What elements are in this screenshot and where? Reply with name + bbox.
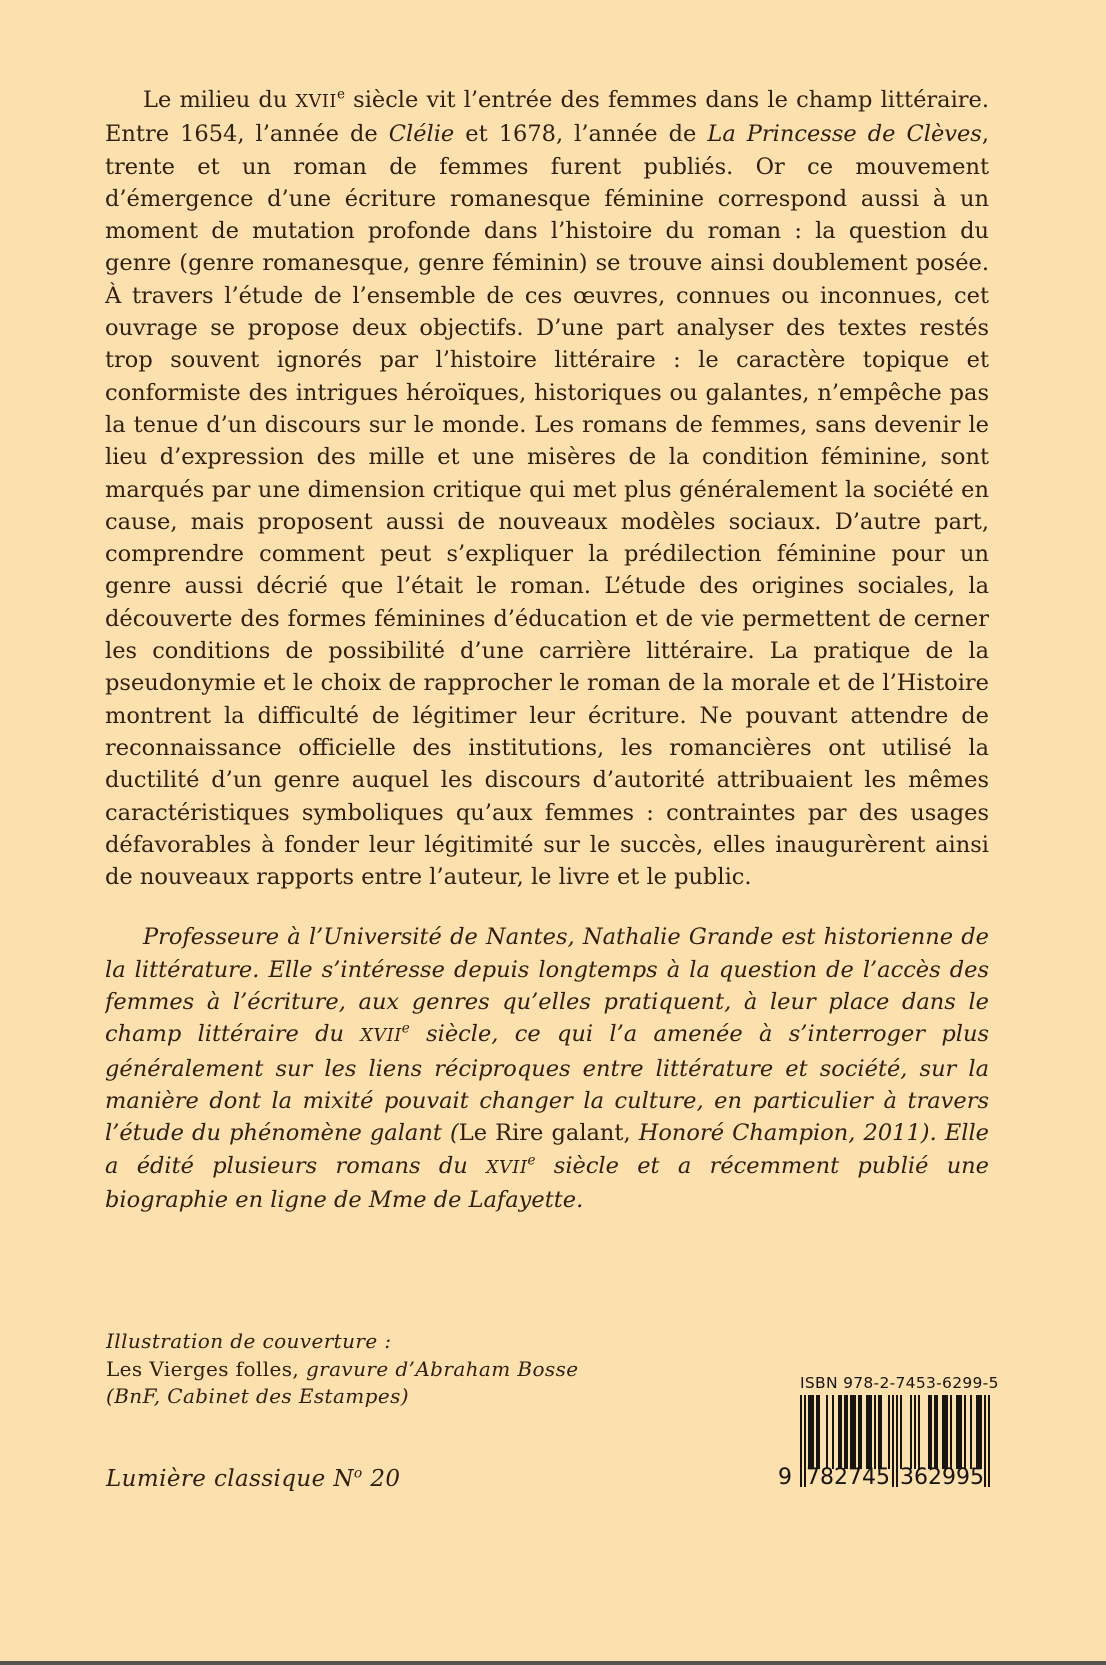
- back-cover-text: [105, 84, 989, 1216]
- isbn-label: ISBN 978-2-7453-6299-5: [800, 1374, 999, 1392]
- barcode-digits-left-group: 782745: [806, 1465, 890, 1490]
- synopsis-paragraph: Le milieu du XVIIe siècle vit l’entrée des femmes dans le champ littéraire. Entre 1654, l’année de Clélie et 1678, l’année de La Princesse de Clèves, trente et un roman de femmes furent publiés. Or ce mouvement d’émergence d’une écriture romanesque féminine correspond aussi à un moment de mutation profonde dans l’histoire du roman : la question du genre (genre romanesque, genre féminin) se trouve ainsi doublement posée. À travers l’étude de l’ensemble de ces œuvres, connues ou inconnues, cet ouvrage se propose deux objectifs. D’une part analyser des textes restés trop souvent ignorés par l’histoire littéraire : le caractère topique et conformiste des intrigues héroïques, historiques ou galantes, n’empêche pas la tenue d’un discours sur le monde. Les romans de femmes, sans devenir le lieu d’expression des mille et une misères de la condition féminine, sont marqués par une dimension critique qui met plus généralement la société en cause, mais proposent aussi de nouveaux modèles sociaux. D’autre part, comprendre comment peut s’expliquer la prédilection féminine pour un genre aussi décrié que l’était le roman. L’étude des origines sociales, la découverte des formes féminines d’éducation et de vie permettent de cerner les conditions de possibilité d’une carrière littéraire. La pratique de la pseudonymie et le choix de rapprocher le roman de la morale et de l’Histoire montrent la difficulté de légitimer leur écriture. Ne pouvant attendre de reconnaissance officielle des institutions, les romancières ont utilisé la ductilité d’un genre auquel les discours d’autorité attribuaient les mêmes caractéristiques symboliques qu’aux femmes : contraintes par des usages défavorables à fonder leur légitimité sur le succès, elles inaugurèrent ainsi de nouveaux rapports entre l’auteur, le livre et le public.: [105, 86, 989, 891]
- barcode: [778, 1395, 990, 1491]
- isbn-block: [775, 1374, 1005, 1491]
- author-bio-paragraph: Professeure à l’Université de Nantes, Nathalie Grande est historienne de la littérature. Elle s’intéresse depuis longtemps à la question de l’accès des femmes à l’écriture, aux genres qu’elles pratiquent, à leur place dans le champ littéraire du XVIIe siècle, ce qui l’a amenée à s’interroger plus généralement sur les liens réciproques entre littérature et société, sur la manière dont la mixité pouvait changer la culture, en particulier à travers l’étude du phénomène galant (Le Rire galant, Honoré Champion, 2011). Elle a édité plusieurs romans du XVIIe siècle et a récemment publié une biographie en ligne de Mme de Lafayette.: [105, 924, 989, 1213]
- bottom-edge-line: [0, 1661, 1106, 1665]
- barcode-digits: [778, 1465, 990, 1490]
- credit-line-artwork: Les Vierges folles, gravure d’Abraham Bosse: [106, 1356, 579, 1381]
- barcode-digits-right-group: 362995: [900, 1465, 984, 1490]
- credit-line-title: Illustration de couverture :: [106, 1329, 392, 1353]
- series-label: Lumière classique $N^o$ 20: [106, 1465, 401, 1492]
- cover-illustration-credit: [106, 1328, 578, 1411]
- barcode-digit-prefix: 9: [778, 1465, 792, 1490]
- credit-line-source: (BnF, Cabinet des Estampes): [106, 1384, 409, 1408]
